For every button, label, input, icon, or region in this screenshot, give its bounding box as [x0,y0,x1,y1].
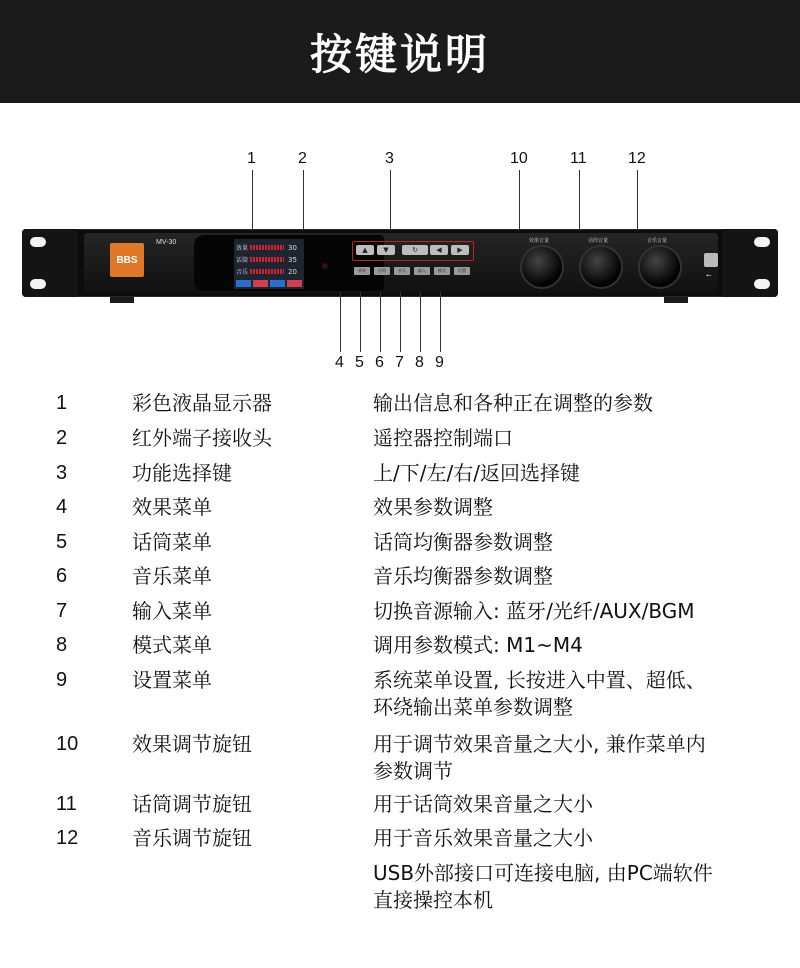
level-meter [250,257,284,262]
status-segment [253,280,268,287]
callout-4: 4 [335,354,344,371]
callout-2: 2 [298,150,307,167]
callout-1: 1 [247,150,256,167]
down-button[interactable]: ▼ [377,245,395,255]
screen-row-label: 效果 [236,245,249,252]
item-name: 输入菜单 [132,599,212,623]
item-name: 效果菜单 [132,495,212,519]
status-segment [270,280,285,287]
item-name: 模式菜单 [132,633,212,657]
mount-hole [30,279,46,289]
knob-label: 音乐音量 [647,238,668,244]
mount-hole [754,237,770,247]
item-name: 功能选择键 [132,461,232,485]
music-volume-knob[interactable] [640,247,680,287]
callout-12: 12 [628,150,646,167]
screen-row [236,255,302,264]
item-description: 上/下/左/右/返回选择键 [373,461,580,485]
callout-11: 11 [570,150,587,167]
item-number: 6 [56,565,68,587]
item-description: 用于调节效果音量之大小, 兼作菜单内 [373,732,706,756]
status-segment [287,280,302,287]
item-description: 用于音乐效果音量之大小 [373,826,593,850]
callout-9: 9 [435,354,444,371]
item-description-line2: 参数调节 [373,759,453,783]
leader-line-12 [637,170,638,232]
screen-row [236,243,302,252]
item-name: 音乐菜单 [132,564,212,588]
screen-row-label: 话筒 [236,257,249,264]
rack-foot [110,297,134,303]
item-description: 调用参数模式: M1~M4 [373,633,583,657]
callout-7: 7 [395,354,404,371]
item-description: 遥控器控制端口 [373,426,513,450]
item-name: 红外端子接收头 [132,426,272,450]
leader-line-5 [360,292,361,352]
item-description: 话筒均衡器参数调整 [373,530,553,554]
brand-logo: BBS [110,243,144,277]
return-button[interactable]: ↻ [402,245,428,255]
screen-row-value: 30 [288,243,297,252]
mic-volume-knob[interactable] [581,247,621,287]
item-number: 9 [56,669,68,691]
level-meter [250,269,284,274]
item-name: 设置菜单 [132,668,212,692]
leader-line-3 [390,170,391,236]
mic-menu-button[interactable]: 话筒 [374,267,390,275]
item-name: 彩色液晶显示器 [132,391,272,415]
item-description: 用于话筒效果音量之大小 [373,792,593,816]
item-description-line2: 环绕输出菜单参数调整 [373,695,573,719]
leader-line-7 [400,292,401,352]
right-button[interactable]: ▶ [451,245,469,255]
leader-line-8 [420,292,421,352]
rack-foot [664,297,688,303]
level-meter [250,245,284,250]
item-number: 10 [56,733,79,755]
item-description-line2: 直接操控本机 [373,888,493,912]
leader-line-9 [440,292,441,352]
item-description: 输出信息和各种正在调整的参数 [373,391,653,415]
page-header [0,0,800,103]
item-name: 话筒调节旋钮 [132,792,252,816]
mount-hole [754,279,770,289]
rack-ear-left [22,229,78,297]
item-number: 11 [56,793,77,815]
leader-line-10 [519,170,520,232]
item-description: USB外部接口可连接电脑, 由PC端软件 [373,861,713,885]
lcd-display [234,239,304,289]
screen-row-value: 20 [288,267,297,276]
screen-row-value: 35 [288,255,297,264]
ir-receiver [322,263,328,269]
effect-menu-button[interactable]: 效果 [354,267,370,275]
usb-icon: ⭠ [706,271,712,279]
leader-line-1 [252,170,253,237]
mount-hole [30,237,46,247]
model-label: MV-30 [156,239,177,246]
item-number: 2 [56,427,68,449]
item-description: 音乐均衡器参数调整 [373,564,553,588]
item-name: 音乐调节旋钮 [132,826,252,850]
knob-label: 效果音量 [529,238,550,244]
item-number: 3 [56,462,68,484]
effect-volume-knob[interactable] [522,247,562,287]
left-button[interactable]: ◀ [430,245,448,255]
rack-device [22,229,778,297]
callout-5: 5 [355,354,364,371]
item-name: 话筒菜单 [132,530,212,554]
up-button[interactable]: ▲ [356,245,374,255]
leader-line-6 [380,292,381,352]
screen-row [236,267,302,276]
mode-menu-button[interactable]: 模式 [434,267,450,275]
front-panel [84,233,718,293]
item-number: 7 [56,600,68,622]
callout-10: 10 [510,150,528,167]
item-number: 12 [56,827,79,849]
callout-3: 3 [385,150,394,167]
item-number: 5 [56,531,68,553]
knob-label: 话筒音量 [588,238,609,244]
callout-8: 8 [415,354,424,371]
item-description: 效果参数调整 [373,495,493,519]
item-name: 效果调节旋钮 [132,732,252,756]
item-description: 切换音源输入: 蓝牙/光纤/AUX/BGM [373,599,695,623]
music-menu-button[interactable]: 音乐 [394,267,410,275]
item-number: 8 [56,634,68,656]
rack-ear-right [722,229,778,297]
item-number: 1 [56,392,68,414]
input-menu-button[interactable]: 输入 [414,267,430,275]
callout-6: 6 [375,354,384,371]
usb-port[interactable] [704,253,718,267]
page-title: 按键说明 [309,29,490,79]
leader-line-4 [340,292,341,352]
item-description: 系统菜单设置, 长按进入中置、超低、 [373,668,706,692]
item-number: 4 [56,496,68,518]
settings-menu-button[interactable]: 设置 [454,267,470,275]
status-segment [236,280,251,287]
leader-line-11 [579,170,580,232]
screen-row-label: 音乐 [236,269,249,276]
screen-status-bar [236,280,302,287]
